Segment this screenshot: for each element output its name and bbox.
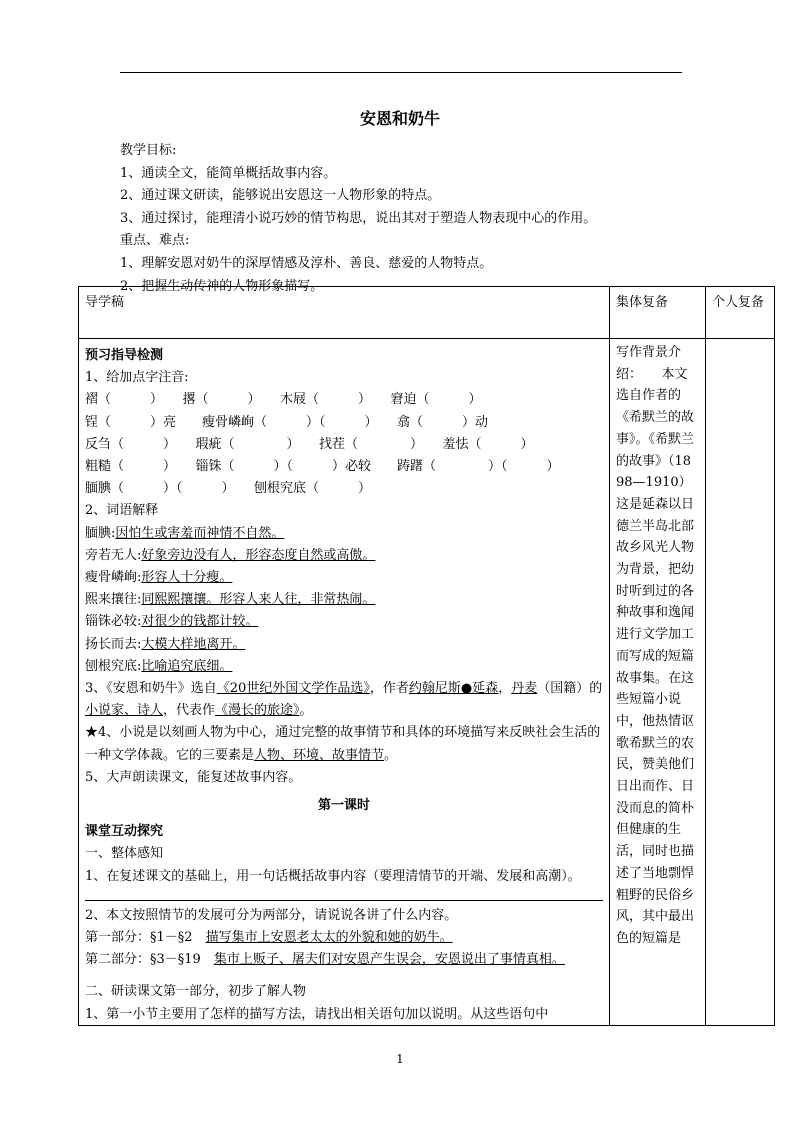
- header-collective: 集体复备: [616, 295, 669, 310]
- page-number: 1: [396, 1052, 404, 1066]
- preview-heading: 预习指导检测: [85, 348, 164, 363]
- header-guide: 导学稿: [85, 295, 125, 310]
- background-note: 写作背景介绍： 本文选自作者的《希默兰的故事》。《希默兰的故事》（1898—1910）这是延森以日德兰半岛北部故乡风光人物为背景，把幼时听到过的各种故事和逸闻进行文学加工而写成的短篇故事集。在这些短篇小说中，他热情讴歌希默兰的农民，赞美他们日出而作、日没而息的简朴但健康的生活，同时也描述了当地剽悍粗野的民俗乡风，其中最出色的短篇是: [616, 345, 695, 946]
- lesson-q3: 1、第一小节主要用了怎样的描写方法，请找出相关语句加以说明。从这些语句中: [85, 1006, 549, 1022]
- key-point: 2、把握生动传神的人物形象描写。: [120, 278, 324, 294]
- goals-heading: 教学目标:: [120, 143, 177, 158]
- part2-heading: 二、研读课文第一部分，初步了解人物: [85, 984, 307, 1000]
- vocab-item: 扬长而去:大模大样地离开。: [85, 636, 246, 652]
- pinyin-row: 粗糙（ ） 锱铢（ ）（ ）必较 踌躇（ ）（ ）: [85, 459, 560, 475]
- vocab-item: 锱铢必较:对很少的钱都计较。: [85, 614, 259, 630]
- vocab-item: 刨根究底:比喻追究底细。: [85, 658, 233, 674]
- pinyin-row: 反刍（ ） 瑕疵（ ） 找茬（ ） 羞怯（ ）: [85, 436, 534, 452]
- pinyin-row: 腼腆（ ）（ ） 刨根究底（ ）: [85, 481, 372, 497]
- teaching-goals: [120, 140, 680, 298]
- key-point: 1、理解安恩对奶牛的深厚情感及淳朴、善良、慈爱的人物特点。: [120, 255, 493, 271]
- guide-content: [79, 339, 609, 1025]
- vocab-item: 旁若无人:好象旁边没有人，形容态度自然或高傲。: [85, 547, 376, 563]
- part-b: 第二部分：§3－§19 集市上贩子、屠夫们对安恩产生误会，安恩说出了事情真相。: [85, 952, 565, 968]
- preview-q2: 2、词语解释: [85, 503, 159, 519]
- lesson-heading: 第一课时: [317, 798, 370, 814]
- goal-item: 2、通过课文研读，能够说出安恩这一人物形象的特点。: [120, 188, 441, 204]
- header-personal: 个人复备: [712, 295, 765, 310]
- key-heading: 重点、难点:: [120, 233, 190, 249]
- answer-line: [85, 888, 603, 901]
- preview-q4: ★4、小说是以刻画人物为中心，通过完整的故事情节和具体的环境描写来反映社会生活的一种文学体裁。它的三要素是人物、环境、故事情节。: [85, 725, 601, 763]
- vocab-item: 熙来攘往:同熙熙攘攘。形容人来人往，非常热闹。: [85, 592, 376, 608]
- preview-q3: 3、《安恩和奶牛》选自《20世纪外国文学作品选》，作者约翰尼斯●延森，丹麦（国籍）的小说家、诗人，代表作《漫长的旅途》。: [85, 681, 603, 719]
- lesson-q1: 1、在复述课文的基础上，用一句话概括故事内容（要理清情节的开端、发展和高潮）。: [85, 868, 581, 884]
- part-a: 第一部分：§1－§2 描写集市上安恩老太太的外貌和她的奶牛。: [85, 930, 453, 946]
- part1-heading: 一、整体感知: [85, 846, 164, 862]
- lesson-table: [78, 286, 775, 1026]
- section-heading: 课堂互动探究: [85, 824, 164, 840]
- goal-item: 3、通过探讨，能理清小说巧妙的情节构思，说出其对于塑造人物表现中心的作用。: [120, 210, 597, 226]
- vocab-item: 瘦骨嶙峋:形容人十分瘦。: [85, 570, 233, 586]
- vocab-item: 腼腆:因怕生或害羞而神情不自然。: [85, 525, 285, 541]
- preview-q5: 5、大声朗读课文，能复述故事内容。: [85, 769, 302, 785]
- pinyin-row: 锃（ ）亮 瘦骨嶙峋（ ）（ ） 翕（ ）动: [85, 414, 489, 430]
- goal-item: 1、通读全文，能简单概括故事内容。: [120, 165, 337, 181]
- page-title: 安恩和奶牛: [359, 109, 440, 128]
- lesson-q2: 2、本文按照情节的发展可分为两部分，请说说各讲了什么内容。: [85, 907, 458, 923]
- pinyin-row: 褶（ ） 撂（ ） 木屐（ ） 窘迫（ ）: [85, 392, 482, 408]
- preview-q1: 1、给加点字注音:: [85, 370, 189, 386]
- header-rule: [120, 72, 682, 73]
